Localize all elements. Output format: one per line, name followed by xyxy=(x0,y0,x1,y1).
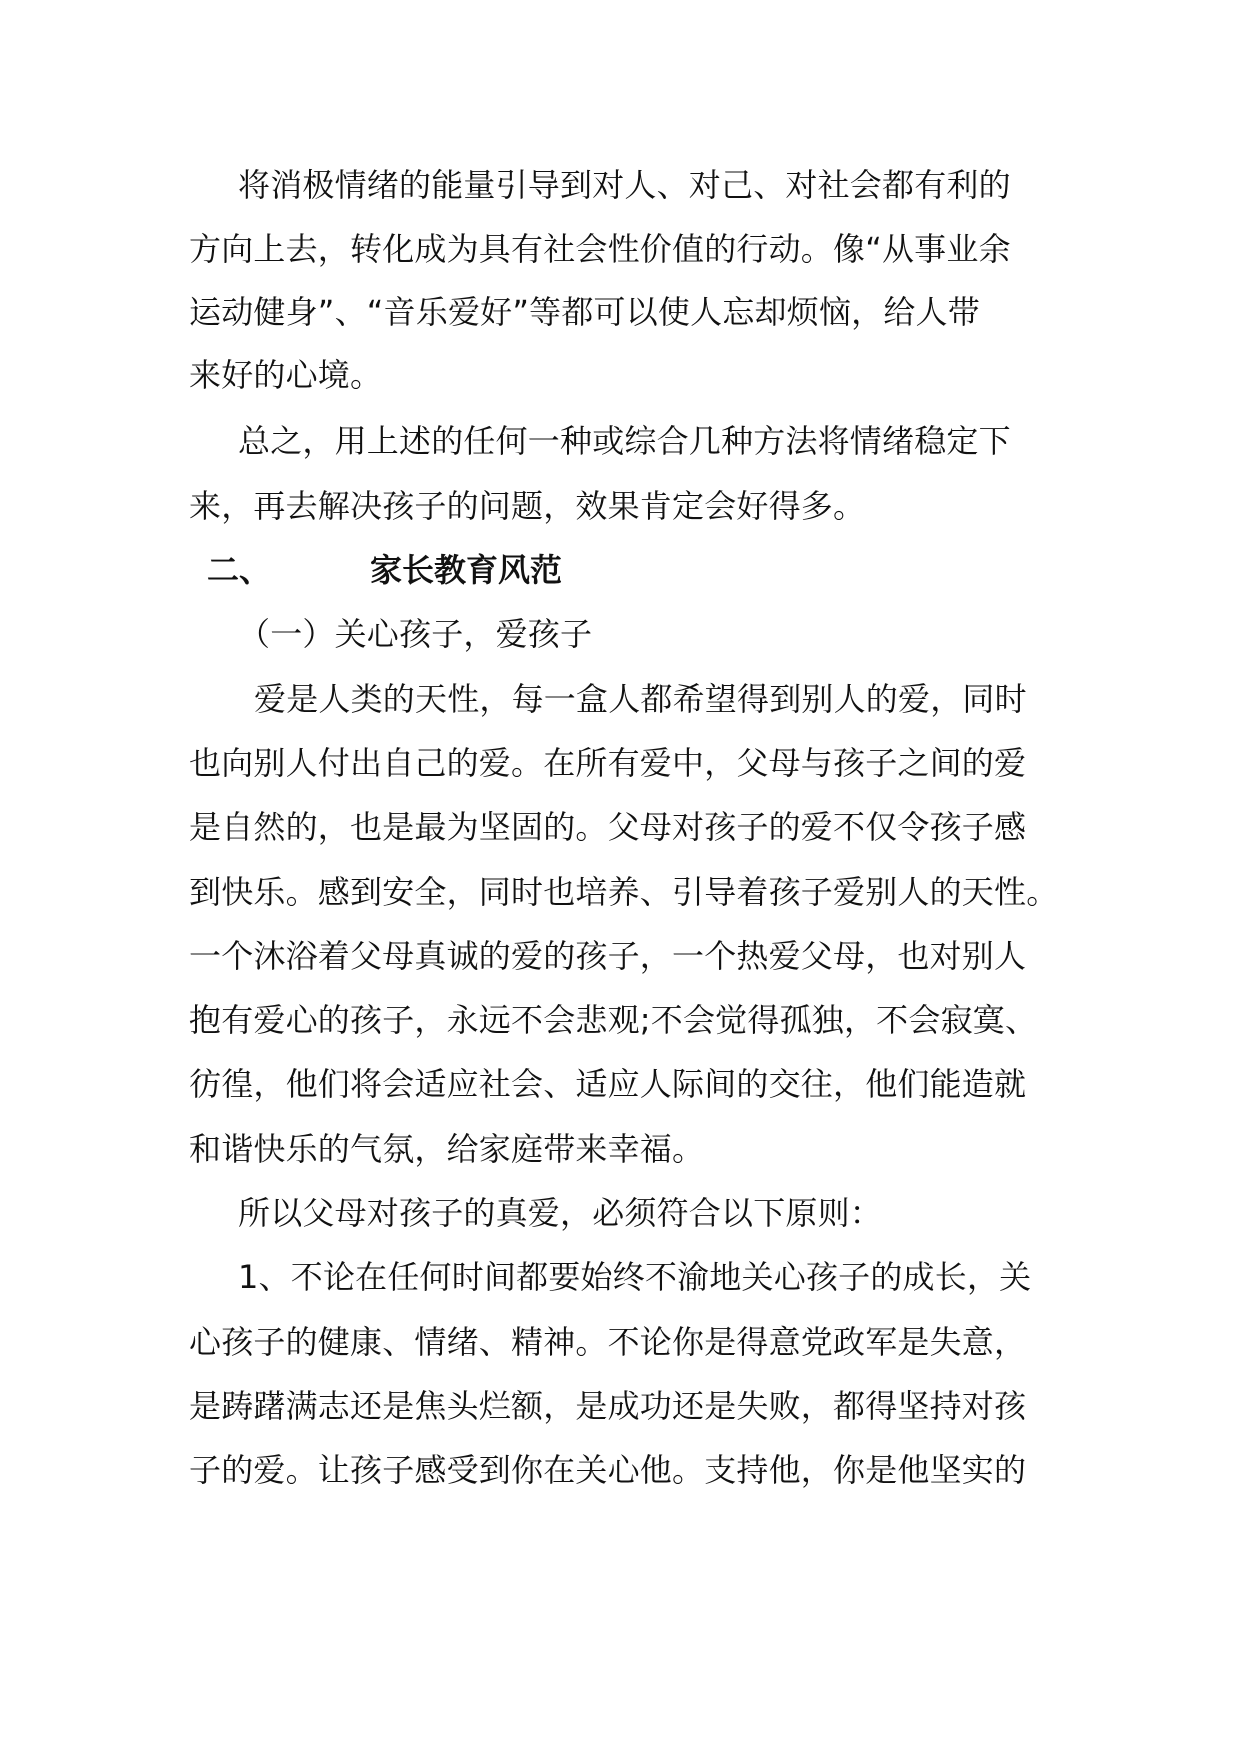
paragraph-5-line-3: 是踌躇满志还是焦头烂额，是成功还是失败，都得坚持对孩 xyxy=(189,1387,1027,1425)
subheading: （一）关心孩子，爱孩子 xyxy=(238,615,593,653)
paragraph-3-line-2: 也向别人付出自己的爱。在所有爱中，父母与孩子之间的爱 xyxy=(189,744,1027,782)
paragraph-3-line-4: 到快乐。感到安全，同时也培养、引导着孩子爱别人的天性。 xyxy=(189,873,1059,911)
paragraph-3-line-3: 是自然的，也是最为坚固的。父母对孩子的爱不仅令孩子感 xyxy=(189,808,1027,846)
paragraph-3-line-6: 抱有爱心的孩子，永远不会悲观;不会觉得孤独，不会寂寞、 xyxy=(189,1001,1038,1039)
paragraph-1-line-2: 方向上去，转化成为具有社会性价值的行动。像“从事业余 xyxy=(189,230,1011,268)
paragraph-5-line-4: 子的爱。让孩子感受到你在关心他。支持他，你是他坚实的 xyxy=(189,1451,1027,1489)
paragraph-3-line-1: 爱是人类的天性，每一盒人都希望得到别人的爱，同时 xyxy=(254,680,1027,718)
paragraph-4-line-1: 所以父母对孩子的真爱，必须符合以下原则： xyxy=(238,1194,883,1232)
paragraph-2-line-1: 总之，用上述的任何一种或综合几种方法将情绪稳定下 xyxy=(238,422,1011,460)
section-heading-number: 二、 xyxy=(207,551,272,589)
paragraph-1-line-1: 将消极情绪的能量引导到对人、对己、对社会都有利的 xyxy=(238,166,1011,204)
paragraph-5-line-1: 1、不论在任何时间都要始终不渝地关心孩子的成长，关 xyxy=(238,1258,1032,1296)
paragraph-2-line-2: 来，再去解决孩子的问题，效果肯定会好得多。 xyxy=(189,487,866,525)
paragraph-1-line-4: 来好的心境。 xyxy=(189,356,383,394)
paragraph-1-line-3: 运动健身”、“音乐爱好”等都可以使人忘却烦恼，给人带 xyxy=(189,293,980,331)
paragraph-5-line-2: 心孩子的健康、情绪、精神。不论你是得意党政军是失意， xyxy=(189,1323,1027,1361)
paragraph-3-line-7: 彷徨，他们将会适应社会、适应人际间的交往，他们能造就 xyxy=(189,1065,1027,1103)
paragraph-3-line-5: 一个沐浴着父母真诚的爱的孩子，一个热爱父母，也对别人 xyxy=(189,937,1027,975)
paragraph-3-line-8: 和谐快乐的气氛，给家庭带来幸福。 xyxy=(189,1130,705,1168)
section-heading-title: 家长教育风范 xyxy=(370,551,563,589)
